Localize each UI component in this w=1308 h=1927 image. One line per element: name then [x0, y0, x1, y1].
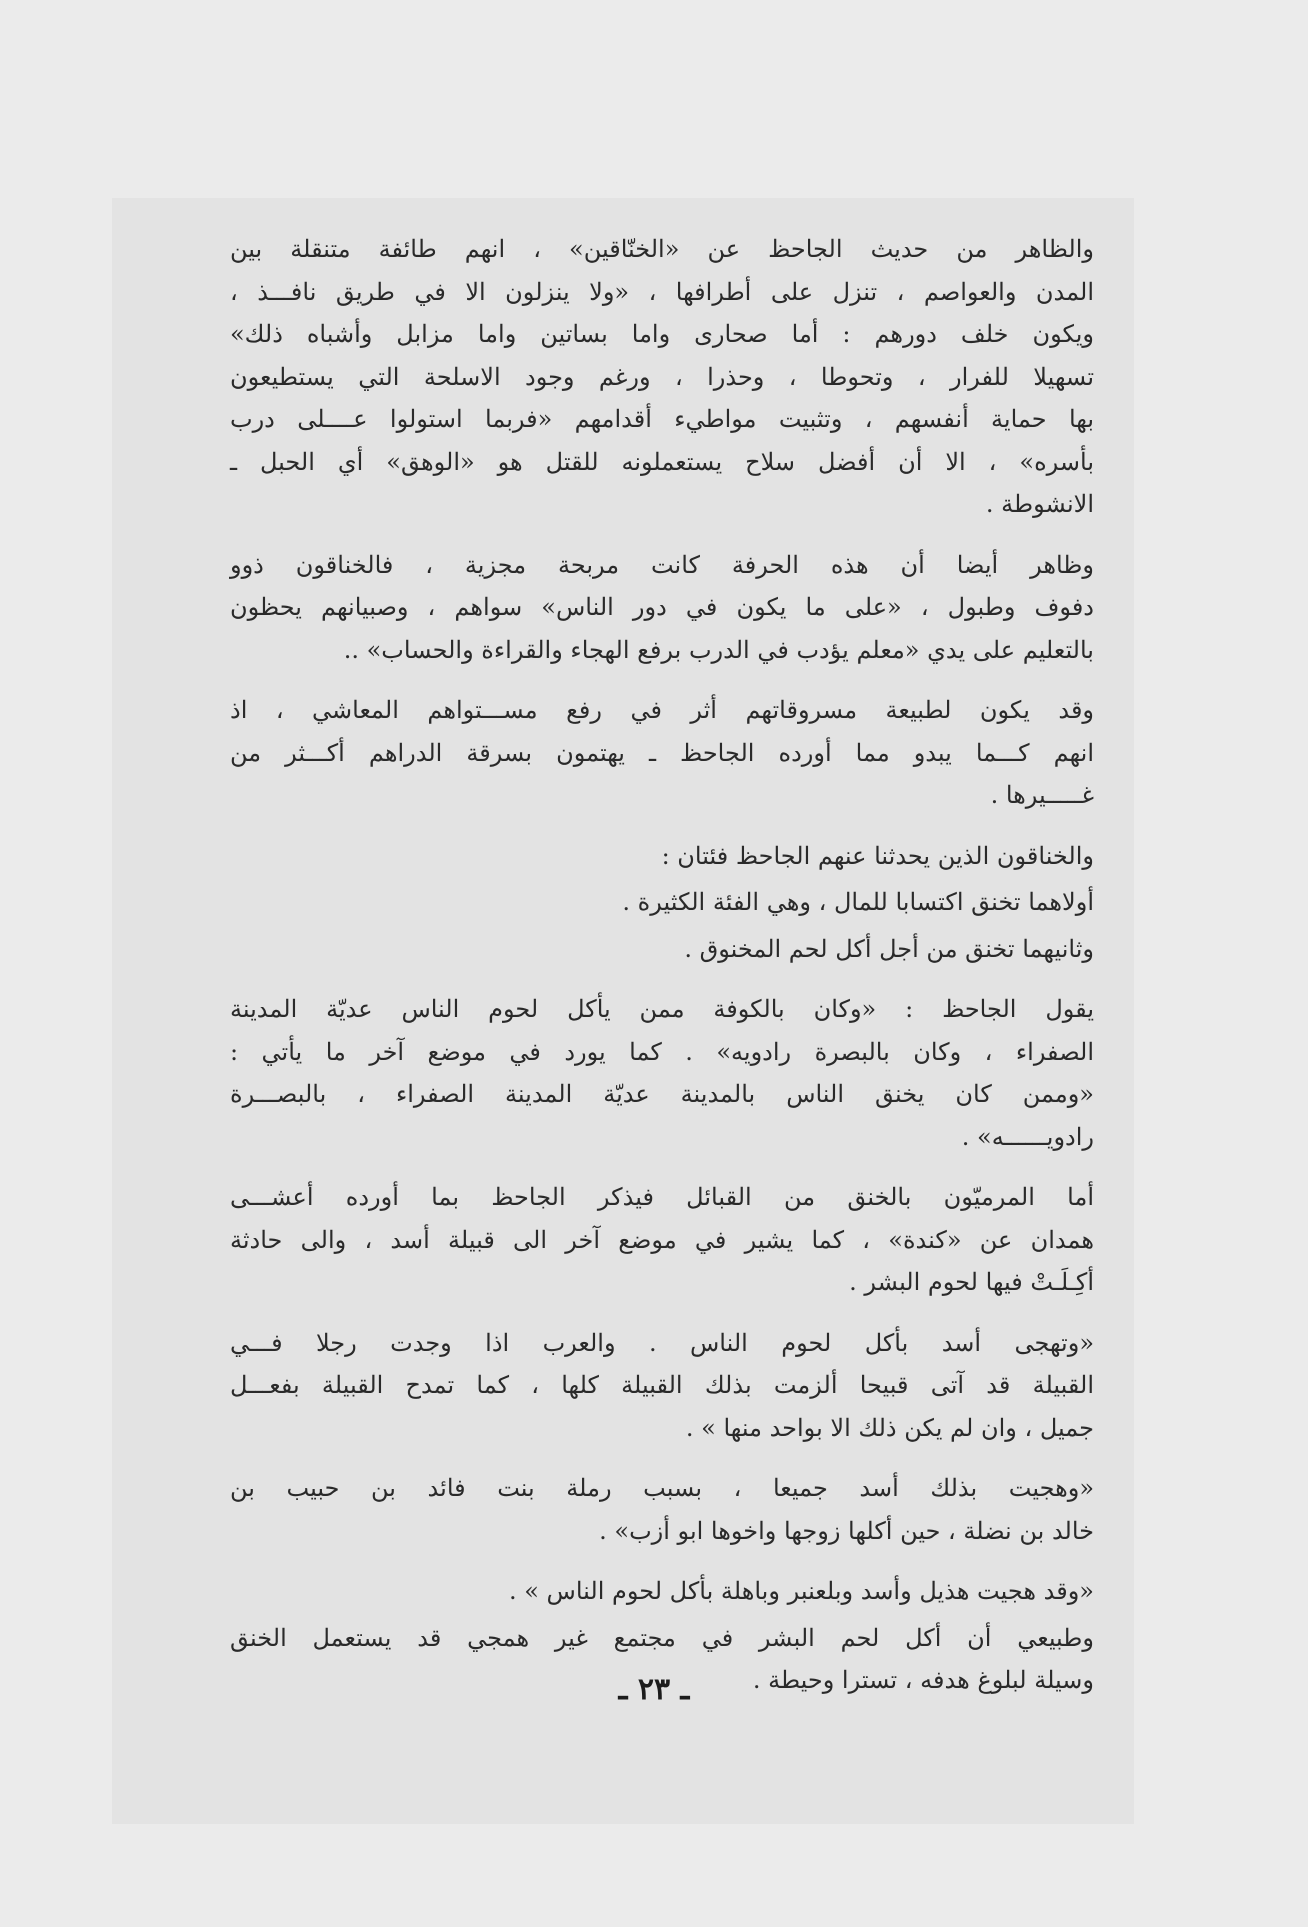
text-line: همدان عن «كندة» ، كما يشير في موضع آخر الى قبيلة أسد ، والى حادثة	[230, 1225, 1094, 1254]
text-line: بها حماية أنفسهم ، وتثبيت مواطيء أقدامهم «فربما استولوا عــــلى درب	[230, 405, 1094, 433]
paragraph	[230, 1176, 1094, 1304]
paragraph	[230, 988, 1094, 1158]
text-line: جميل ، وان لم يكن ذلك الا بواحد منها » .	[685, 1413, 1094, 1442]
text-line: وقد يكون لطبيعة مسروقاتهم أثر في رفع مســـتواهم المعاشي ، اذ	[230, 696, 1095, 724]
text-line: الصفراء ، وكان بالبصرة رادويه» . كما يورد في موضع آخر ما يأتي :	[230, 1037, 1094, 1066]
paragraph	[230, 1322, 1094, 1450]
text-line: الانشوطة .	[985, 490, 1094, 518]
paragraph	[230, 228, 1094, 526]
paragraph	[230, 835, 1094, 878]
text-line: والخناقون الذين يحدثنا عنهم الجاحظ فئتان :	[661, 841, 1094, 870]
text-line: «وقد هجيت هذيل وأسد وبلعنبر وباهلة بأكل لحوم الناس » .	[508, 1577, 1094, 1605]
text-line: وثانيهما تخنق من أجل أكل لحم المخنوق .	[684, 934, 1094, 963]
text-line: ويكون خلف دورهم : أما صحارى واما بساتين واما مزابل وأشباه ذلك»	[230, 320, 1094, 348]
text-line: المدن والعواصم ، تنزل على أطرافها ، «ولا ينزلون الا في طريق نافـــذ ،	[230, 277, 1094, 306]
text-line: رادويــــــه» .	[961, 1122, 1094, 1151]
text-line: القبيلة قد آتى قبيحا ألزمت بذلك القبيلة كلها ، كما تمدح القبيلة بفعـــل	[230, 1371, 1094, 1399]
text-line: خالد بن نضلة ، حين أكلها زوجها واخوها ابو أزب» .	[599, 1516, 1094, 1545]
text-line: بالتعليم على يدي «معلم يؤدب في الدرب برفع الهجاء والقراءة والحساب» ..	[343, 635, 1094, 664]
text-line: وسيلة لبلوغ هدفه ، تسترا وحيطة .	[752, 1666, 1094, 1694]
text-line: أولاهما تخنق اكتسابا للمال ، وهي الفئة الكثيرة .	[622, 888, 1094, 916]
text-line: «وممن كان يخنق الناس بالمدينة عديّة المدينة الصفراء ، بالبصـــرة	[230, 1080, 1094, 1108]
text-line: والظاهر من حديث الجاحظ عن «الخنّاقين» ، انهم طائفة متنقلة بين	[230, 235, 1094, 263]
text-line: غـــــيرها .	[990, 781, 1094, 809]
text-line: دفوف وطبول ، «على ما يكون في دور الناس» سواهم ، وصبيانهم يحظون	[230, 593, 1094, 621]
text-line: بأسره» ، الا أن أفضل سلاح يستعملونه للقتل هو «الوهق» أي الحبل ـ	[230, 447, 1094, 476]
text-line: «وتهجى أسد بأكل لحوم الناس . والعرب اذا وجدت رجلا فـــي	[230, 1328, 1094, 1357]
text-line: أكِـلَـتْ فيها لحوم البشر .	[849, 1268, 1094, 1296]
text-line: «وهجيت بذلك أسد جميعا ، بسبب رملة بنت فائد بن حبيب بن	[230, 1474, 1095, 1502]
text-line: يقول الجاحظ : «وكان بالكوفة ممن يأكل لحوم الناس عديّة المدينة	[230, 995, 1094, 1023]
document-body	[230, 228, 1094, 1720]
page-number: ـ ٢٣ ـ	[618, 1672, 690, 1707]
text-line: وظاهر أيضا أن هذه الحرفة كانت مربحة مجزية ، فالخناقون ذوو	[230, 550, 1094, 579]
paragraph	[230, 689, 1094, 817]
paragraph	[230, 928, 1094, 971]
text-line: أما المرميّون بالخنق من القبائل فيذكر الجاحظ بما أورده أعشـــى	[230, 1183, 1094, 1211]
paragraph	[230, 544, 1094, 672]
text-line: وطبيعي أن أكل لحم البشر في مجتمع غير همجي قد يستعمل الخنق	[230, 1623, 1094, 1652]
paragraph	[230, 1467, 1094, 1552]
text-line: انهم كـــما يبدو مما أورده الجاحظ ـ يهتمون بسرقة الدراهم أكـــثر من	[230, 738, 1094, 767]
paragraph	[230, 1570, 1094, 1613]
text-line: تسهيلا للفرار ، وتحوطا ، وحذرا ، ورغم وجود الاسلحة التي يستطيعون	[230, 362, 1094, 391]
paragraph	[230, 881, 1094, 924]
